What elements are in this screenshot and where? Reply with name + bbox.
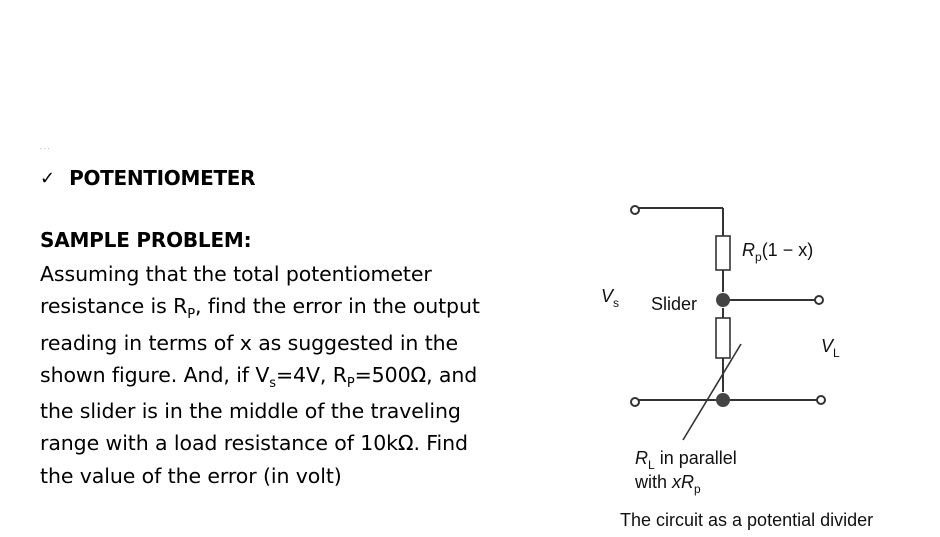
text-run: V [821, 336, 834, 356]
bottom-left-terminal [631, 398, 639, 406]
problem-line [40, 290, 520, 326]
text-run: Assuming that the total potentiometer [40, 262, 432, 286]
potentiometer-circuit-figure [585, 190, 940, 537]
text-run: xR [672, 472, 695, 492]
subscript: s [613, 296, 620, 310]
load-arrow-line [683, 344, 741, 440]
load-voltage-label [821, 336, 840, 360]
subscript: L [648, 458, 655, 472]
bottom-node [716, 393, 730, 407]
upper-resistor [716, 236, 730, 270]
top-terminal [631, 206, 639, 214]
subscript: p [755, 250, 762, 264]
problem-line [40, 258, 520, 290]
text-run: =500Ω, and [354, 362, 478, 387]
sample-problem-title: SAMPLE PROBLEM: [40, 228, 252, 252]
problem-line [40, 427, 520, 459]
text-run: R [635, 448, 648, 468]
supply-voltage-label [601, 286, 620, 310]
subscript: P [187, 307, 196, 323]
parallel-label [635, 472, 701, 496]
subscript: s [269, 375, 276, 391]
section-heading: POTENTIOMETER [69, 166, 256, 190]
text-run: resistance is R [40, 294, 188, 319]
text-run: , find the error in the output [195, 294, 480, 319]
problem-text [40, 258, 520, 492]
slider-node [716, 293, 730, 307]
checkmark-icon: ✓ [40, 167, 56, 189]
problem-line [40, 359, 520, 395]
slider-label: Slider [651, 294, 698, 314]
bullet-heading [40, 166, 255, 190]
text-run: reading in terms of x as suggested in the [40, 330, 459, 355]
text-run: shown figure. And, if V [40, 362, 270, 387]
text-run: with [635, 472, 673, 492]
subscript: p [694, 482, 701, 496]
text-run: in parallel [654, 448, 737, 468]
problem-line [40, 460, 520, 492]
upper-resistance-label [742, 240, 814, 264]
text-run: =4V, R [275, 362, 347, 387]
problem-line [40, 395, 520, 427]
lower-resistor [716, 318, 730, 358]
figure-caption: The circuit as a potential divider [620, 510, 874, 530]
text-run: the slider is in the middle of the traveling [40, 399, 461, 424]
text-run: (1 − x) [761, 240, 814, 260]
subscript: P [346, 375, 355, 391]
slider-terminal [815, 296, 823, 304]
problem-line [40, 327, 520, 359]
text-run: V [601, 286, 614, 306]
load-resistance-label [635, 448, 737, 472]
subscript: L [833, 346, 840, 360]
text-run: range with a load resistance of 10kΩ. Find [40, 431, 468, 456]
text-run: R [742, 240, 755, 260]
bottom-right-terminal [817, 396, 825, 404]
text-run: the value of the error (in volt) [40, 463, 342, 488]
stray-marks: · · · [40, 146, 50, 153]
